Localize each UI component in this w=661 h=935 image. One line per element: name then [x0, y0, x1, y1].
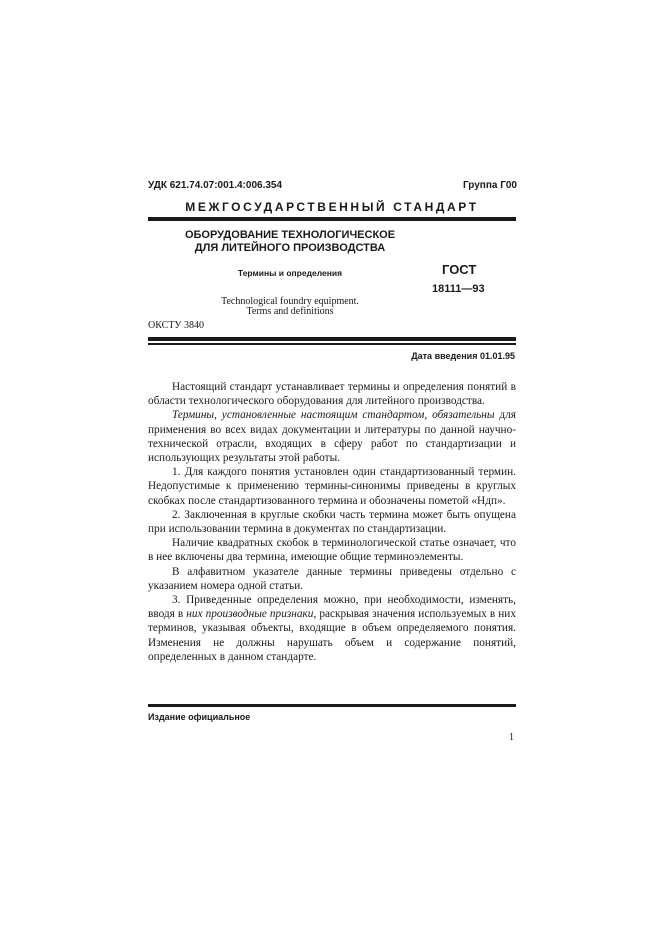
- mandatory-emphasis: Термины, установленные настоящим стандартом, обязательны: [172, 409, 495, 422]
- header-rule-thin: [148, 343, 516, 345]
- body-text: [148, 380, 516, 664]
- footer-rule: [148, 704, 516, 707]
- english-title-line-2: Terms and definitions: [246, 306, 334, 317]
- paragraph-mandatory: [148, 408, 516, 465]
- mandatory-rest: для применения во всех видах документации и литературы по данной научно-технической отрасли, входящих в сферу работ по стандартизации и использующих результаты этой работы.: [148, 409, 517, 465]
- gost-number: 18111—93: [432, 283, 485, 295]
- page-number: 1: [509, 732, 514, 743]
- header-rule-top: [148, 217, 516, 221]
- edition-label: Издание официальное: [148, 712, 251, 722]
- paragraph-square-brackets: Наличие квадратных скобок в терминологической статье означает, что в нее включены два термина, имеющие общие терминоэлементы.: [148, 537, 516, 564]
- paragraph-alphabetical-index: В алфавитном указателе данные термины приведены отдельно с указанием номера одной статьи.: [148, 565, 516, 592]
- paragraph-rule-3: [148, 593, 516, 664]
- gost-label: ГОСТ: [442, 262, 477, 277]
- subtitle: Термины и определения: [237, 268, 343, 278]
- standard-type-heading: МЕЖГОСУДАРСТВЕННЫЙ СТАНДАРТ: [185, 200, 479, 214]
- paragraph-rule-2: 2. Заключенная в круглые скобки часть термина может быть опущена при использовании термина в документах по стандартизации.: [148, 508, 516, 536]
- header-rule-bottom: [148, 337, 516, 341]
- english-title-line-1: Technological foundry equipment.: [221, 296, 359, 307]
- title-line-2: ДЛЯ ЛИТЕЙНОГО ПРОИЗВОДСТВА: [194, 242, 386, 254]
- rule-3-start: 3. Приведенные определения можно, при необходимости, изменять, вводя в: [148, 594, 516, 621]
- paragraph-scope: Настоящий стандарт устанавливает термины и определения понятий в области технологического оборудования для литейного производства.: [148, 381, 516, 408]
- rule-3-end: , раскрывая значения используемых в них терминов, указывая объекты, входящие в объем определяемого понятия. Изменения не должны нарушать объем и содержание понятий, определенных в данном стандарте.: [148, 608, 516, 663]
- rule-3-emphasis: них производные признаки: [186, 608, 314, 621]
- udk-code: УДК 621.74.07:001.4:006.354: [148, 180, 283, 191]
- title-line-1: ОБОРУДОВАНИЕ ТЕХНОЛОГИЧЕСКОЕ: [184, 229, 396, 241]
- paragraph-rule-1: 1. Для каждого понятия установлен один стандартизованный термин. Недопустимые к применению термины-синонимы приведены в круглых скобках после стандартизованного термина и обозначены пометой «Ндп».: [148, 466, 516, 507]
- okstu-code: ОКСТУ 3840: [148, 320, 205, 331]
- group-code: Группа Г00: [462, 180, 517, 191]
- introduction-date: Дата введения 01.01.95: [411, 351, 515, 361]
